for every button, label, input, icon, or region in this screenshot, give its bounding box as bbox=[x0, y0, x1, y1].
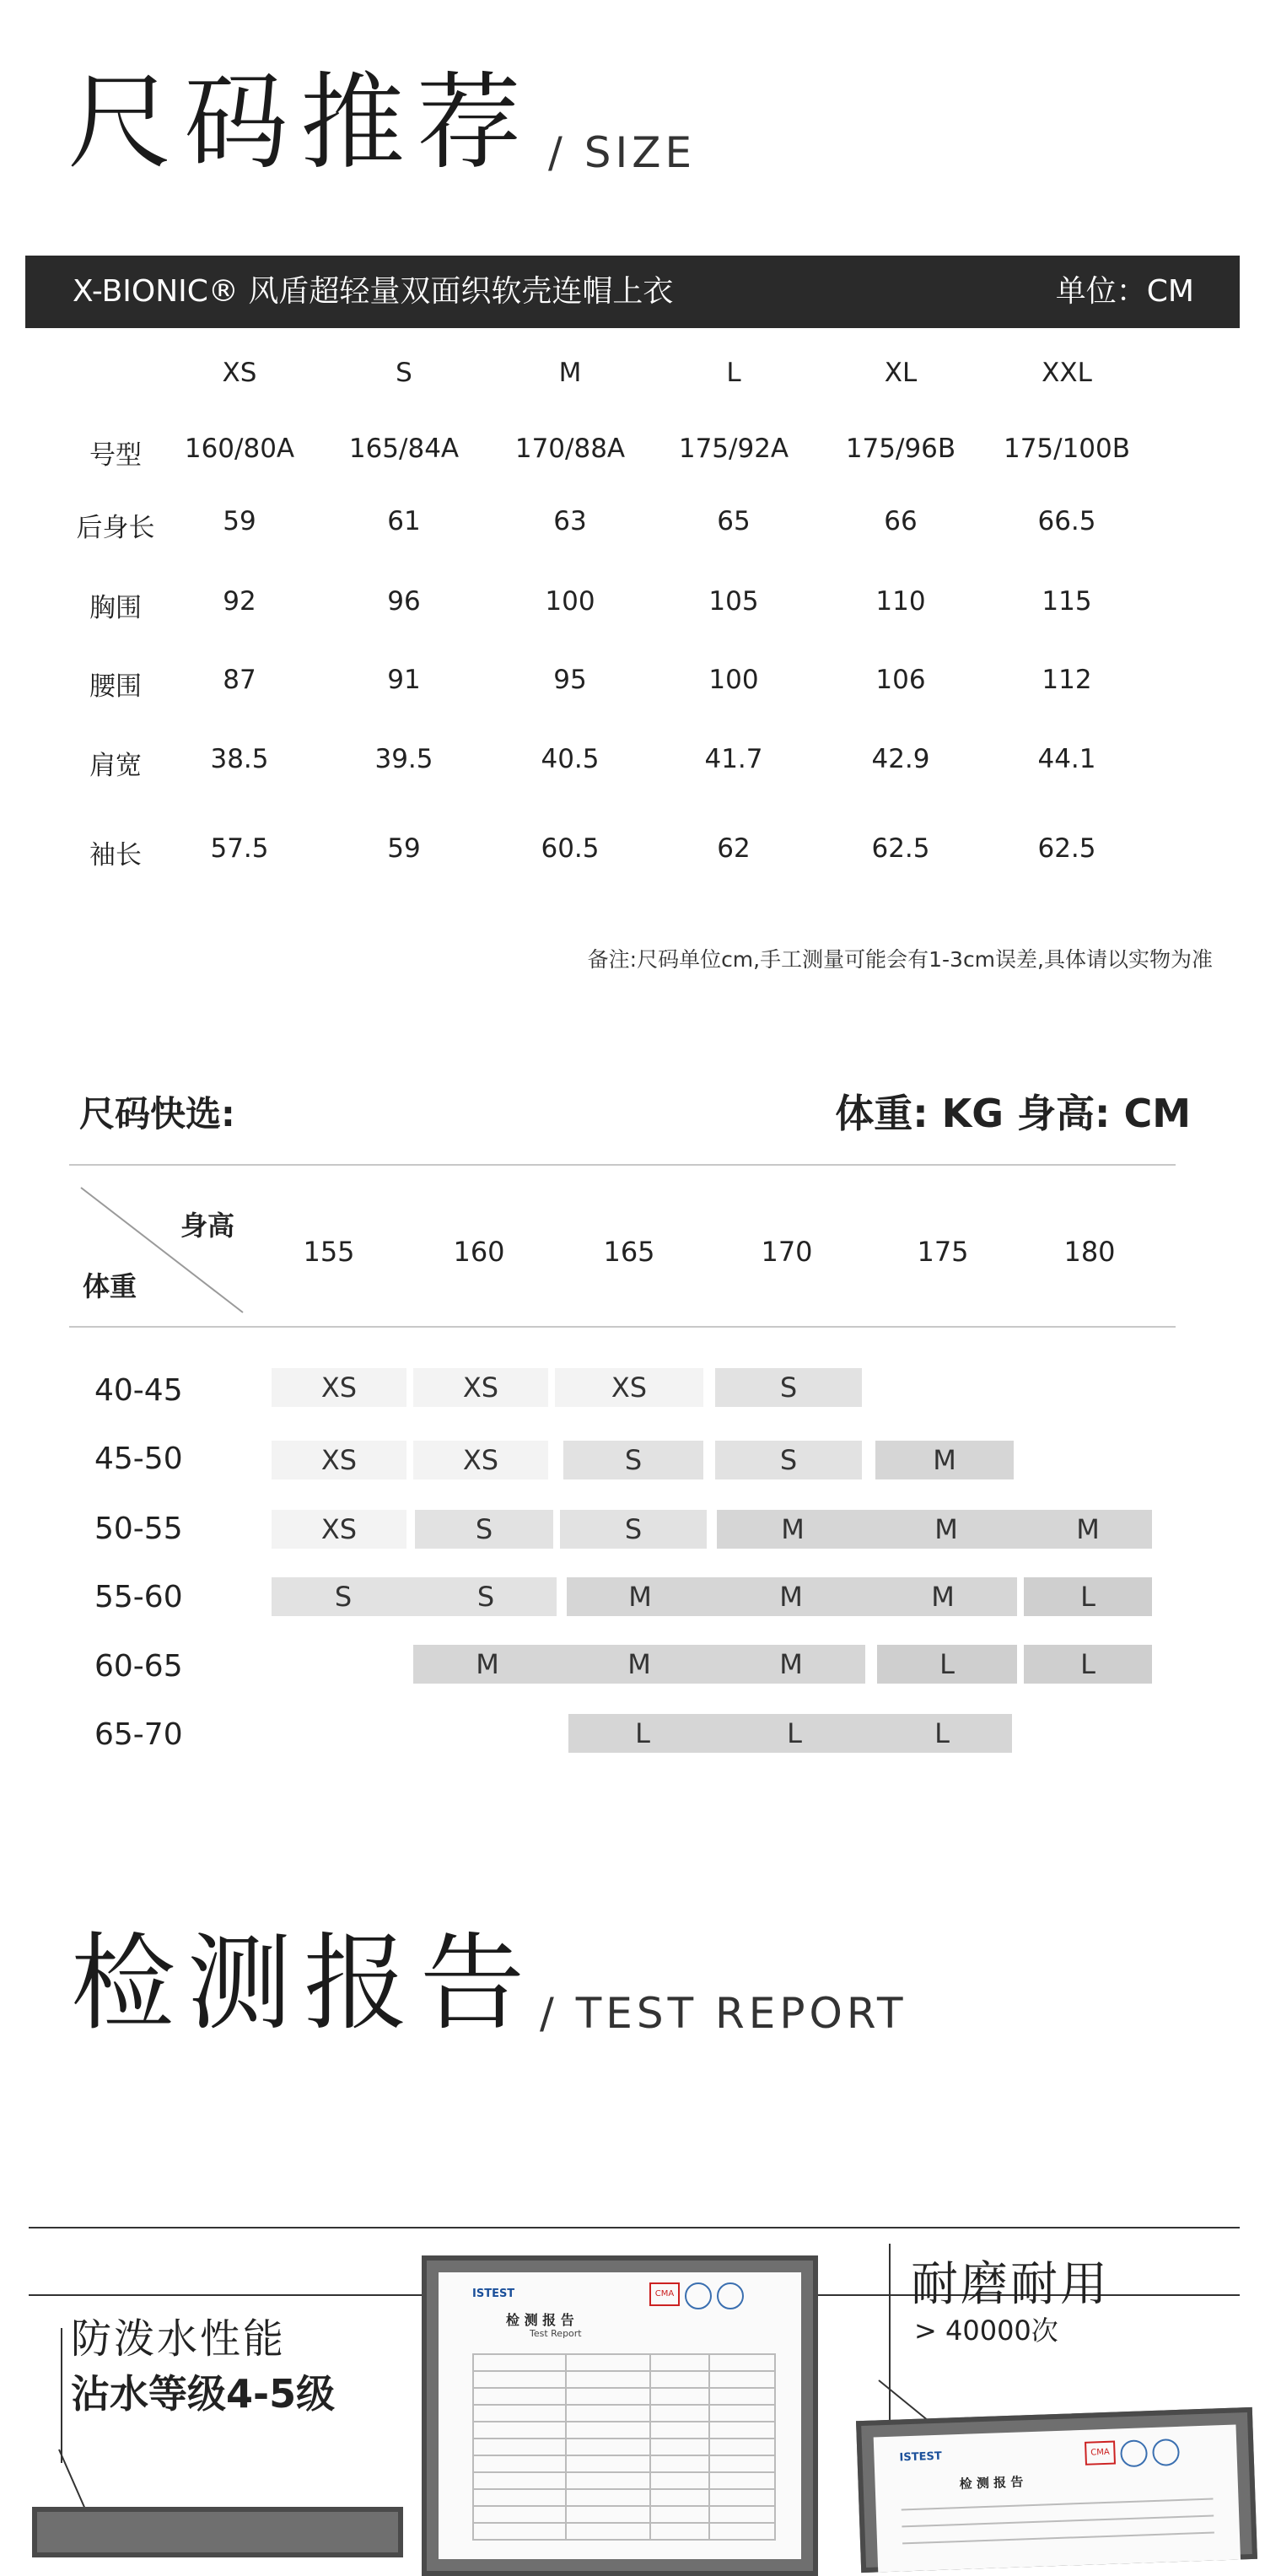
size-cell: M bbox=[1024, 1510, 1152, 1549]
unit-label: 单位：CM bbox=[1055, 274, 1194, 309]
table-rule bbox=[902, 2532, 1214, 2545]
height-col-180: 180 bbox=[1063, 1236, 1116, 1268]
table-cell: 59 bbox=[387, 833, 421, 864]
weight-row-40-45: 40-45 bbox=[94, 1373, 183, 1408]
table-rule bbox=[902, 2498, 1214, 2511]
size-cell: S bbox=[715, 1368, 862, 1407]
report-heading-en: Test Report bbox=[530, 2328, 582, 2339]
size-header-xl: XL bbox=[884, 358, 918, 388]
cnas-seal-icon bbox=[1152, 2439, 1180, 2466]
report-frame-right bbox=[856, 2407, 1257, 2573]
table-cell: 170/88A bbox=[514, 434, 626, 464]
table-cell: 175/100B bbox=[1003, 434, 1131, 464]
table-cell: 41.7 bbox=[704, 744, 763, 774]
report-brand: ISTEST bbox=[899, 2449, 942, 2465]
table-cell: 160/80A bbox=[184, 434, 295, 464]
table-rule bbox=[472, 2353, 776, 2355]
size-cell: M bbox=[869, 1577, 1017, 1616]
table-cell: 62.5 bbox=[1037, 833, 1096, 864]
table-cell: 175/92A bbox=[678, 434, 789, 464]
weight-row-60-65: 60-65 bbox=[94, 1649, 183, 1684]
size-cell: L bbox=[872, 1714, 1012, 1753]
height-col-165: 165 bbox=[603, 1236, 655, 1268]
size-cell: XS bbox=[413, 1368, 548, 1407]
weight-row-55-60: 55-60 bbox=[94, 1580, 183, 1614]
report-brand: ISTEST bbox=[472, 2288, 515, 2300]
size-cell: L bbox=[717, 1714, 872, 1753]
size-header-xxl: XXL bbox=[1042, 358, 1092, 388]
size-cell: M bbox=[717, 1645, 865, 1684]
table-rule bbox=[708, 2353, 710, 2541]
table-cell: 115 bbox=[1042, 586, 1092, 617]
table-rule bbox=[472, 2539, 776, 2541]
cnas-seal-icon bbox=[717, 2282, 744, 2309]
divider bbox=[69, 1326, 1176, 1328]
size-section-subtitle: / SIZE bbox=[548, 128, 697, 177]
height-col-175: 175 bbox=[917, 1236, 969, 1268]
weight-row-45-50: 45-50 bbox=[94, 1442, 183, 1476]
table-cell: 66.5 bbox=[1037, 506, 1096, 536]
size-cell: XS bbox=[272, 1510, 406, 1549]
size-cell: XS bbox=[272, 1441, 406, 1479]
size-cell: M bbox=[413, 1645, 562, 1684]
table-rule bbox=[774, 2353, 776, 2541]
table-cell: 165/84A bbox=[348, 434, 460, 464]
ilac-seal-icon bbox=[685, 2282, 712, 2309]
report-section-title: 检测报告 bbox=[71, 1923, 537, 2045]
table-cell: 62 bbox=[717, 833, 751, 864]
table-cell: 44.1 bbox=[1037, 744, 1096, 774]
table-cell: 96 bbox=[387, 586, 421, 617]
size-cell: M bbox=[567, 1577, 713, 1616]
quick-select-title: 尺码快选: bbox=[79, 1093, 235, 1134]
size-cell: L bbox=[1024, 1577, 1152, 1616]
size-cell: S bbox=[563, 1441, 703, 1479]
table-cell: 57.5 bbox=[210, 833, 269, 864]
size-header-xs: XS bbox=[222, 358, 257, 388]
row-label-back-length: 后身长 bbox=[76, 513, 155, 543]
table-rule bbox=[472, 2505, 776, 2507]
corner-weight-label: 体重 bbox=[83, 1270, 137, 1302]
size-table-header-bar bbox=[25, 256, 1240, 328]
size-cell: M bbox=[562, 1645, 717, 1684]
size-cell: L bbox=[568, 1714, 717, 1753]
row-label-waist: 腰围 bbox=[89, 671, 142, 702]
row-label-shoulder: 肩宽 bbox=[89, 751, 142, 781]
size-cell: L bbox=[877, 1645, 1017, 1684]
table-cell: 100 bbox=[708, 665, 759, 695]
divider bbox=[29, 2294, 425, 2296]
size-header-s: S bbox=[396, 358, 412, 388]
table-cell: 42.9 bbox=[871, 744, 930, 774]
size-cell: M bbox=[869, 1510, 1024, 1549]
height-col-160: 160 bbox=[453, 1236, 505, 1268]
table-rule bbox=[472, 2370, 776, 2372]
table-rule bbox=[472, 2404, 776, 2406]
table-cell: 87 bbox=[223, 665, 256, 695]
size-cell: M bbox=[717, 1510, 869, 1549]
row-label-type: 号型 bbox=[89, 440, 142, 471]
table-cell: 66 bbox=[884, 506, 918, 536]
abrasion-title: 耐磨耐用 bbox=[911, 2257, 1110, 2312]
table-rule bbox=[565, 2353, 567, 2541]
table-rule bbox=[472, 2421, 776, 2422]
table-rule bbox=[649, 2353, 651, 2541]
report-document bbox=[439, 2272, 801, 2559]
report-frame-center bbox=[422, 2255, 818, 2576]
size-cell: XS bbox=[413, 1441, 548, 1479]
product-name: X-BIONIC® 风盾超轻量双面织软壳连帽上衣 bbox=[73, 274, 674, 309]
table-cell: 63 bbox=[553, 506, 587, 536]
water-repellency-title: 防泼水性能 bbox=[71, 2315, 287, 2363]
size-cell: S bbox=[272, 1577, 415, 1616]
size-cell: M bbox=[875, 1441, 1014, 1479]
table-cell: 112 bbox=[1042, 665, 1092, 695]
table-rule bbox=[472, 2353, 474, 2541]
cma-seal-icon: CMA bbox=[649, 2282, 680, 2306]
size-header-l: L bbox=[726, 358, 741, 388]
table-cell: 59 bbox=[223, 506, 256, 536]
quick-select-unit: 体重: KG 身高: CM bbox=[835, 1091, 1191, 1136]
weight-row-50-55: 50-55 bbox=[94, 1512, 183, 1546]
table-cell: 105 bbox=[708, 586, 759, 617]
row-label-chest: 胸围 bbox=[89, 593, 142, 623]
size-cell: L bbox=[1024, 1645, 1152, 1684]
table-rule bbox=[472, 2471, 776, 2473]
report-document bbox=[874, 2425, 1241, 2573]
table-cell: 92 bbox=[223, 586, 256, 617]
size-section-title: 尺码推荐 bbox=[67, 62, 534, 184]
table-cell: 91 bbox=[387, 665, 421, 695]
divider bbox=[61, 2328, 62, 2463]
divider bbox=[69, 1164, 1176, 1166]
table-cell: 61 bbox=[387, 506, 421, 536]
size-cell: S bbox=[415, 1510, 553, 1549]
size-cell: XS bbox=[272, 1368, 406, 1407]
table-cell: 40.5 bbox=[541, 744, 600, 774]
table-cell: 39.5 bbox=[374, 744, 433, 774]
cma-seal-icon: CMA bbox=[1085, 2441, 1116, 2466]
table-cell: 175/96B bbox=[845, 434, 956, 464]
table-cell: 95 bbox=[553, 665, 587, 695]
corner-height-label: 身高 bbox=[180, 1210, 235, 1242]
table-rule bbox=[472, 2488, 776, 2490]
report-section-subtitle: / TEST REPORT bbox=[540, 1989, 907, 2038]
table-cell: 106 bbox=[875, 665, 926, 695]
table-cell: 38.5 bbox=[210, 744, 269, 774]
weight-row-65-70: 65-70 bbox=[94, 1717, 183, 1752]
report-frame-left bbox=[32, 2507, 403, 2557]
size-cell: XS bbox=[555, 1368, 703, 1407]
height-col-170: 170 bbox=[761, 1236, 813, 1268]
table-cell: 65 bbox=[717, 506, 751, 536]
abrasion-value: > 40000次 bbox=[914, 2315, 1058, 2347]
table-cell: 60.5 bbox=[541, 833, 600, 864]
size-cell: S bbox=[415, 1577, 557, 1616]
measurement-note: 备注:尺码单位cm,手工测量可能会有1-3cm误差,具体请以实物为准 bbox=[587, 947, 1213, 972]
row-label-sleeve: 袖长 bbox=[89, 840, 142, 870]
height-col-155: 155 bbox=[303, 1236, 355, 1268]
table-rule bbox=[472, 2522, 776, 2524]
table-cell: 110 bbox=[875, 586, 926, 617]
ilac-seal-icon bbox=[1120, 2439, 1148, 2467]
table-cell: 62.5 bbox=[871, 833, 930, 864]
size-cell: M bbox=[713, 1577, 869, 1616]
table-rule bbox=[472, 2455, 776, 2456]
report-heading: 检 测 报 告 bbox=[959, 2474, 1024, 2492]
size-cell: S bbox=[715, 1441, 862, 1479]
table-rule bbox=[472, 2387, 776, 2389]
report-heading: 检 测 报 告 bbox=[506, 2312, 574, 2328]
size-cell: S bbox=[560, 1510, 707, 1549]
size-header-m: M bbox=[558, 358, 582, 388]
table-rule bbox=[902, 2515, 1214, 2528]
water-repellency-grade: 沾水等级4-5级 bbox=[71, 2371, 336, 2417]
table-rule bbox=[472, 2438, 776, 2439]
table-cell: 100 bbox=[545, 586, 595, 617]
divider bbox=[29, 2227, 1240, 2228]
